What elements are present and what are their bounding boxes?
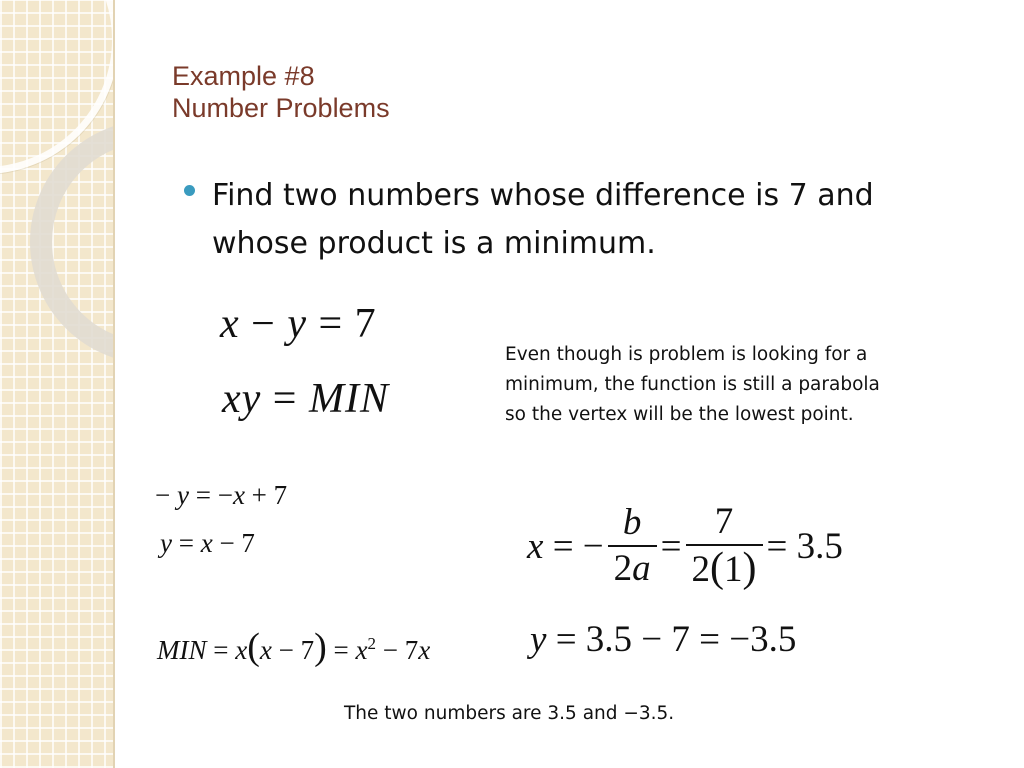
fraction-b-over-2a: $\frac{b}{2a}$	[608, 501, 657, 591]
equation-difference: x − y = 7	[220, 301, 377, 347]
slide-title	[172, 60, 390, 124]
equation-solve-step2: y = x − 7	[160, 528, 255, 558]
explanation-note: Even though is problem is looking for a minimum, the function is still a parabola so the vertex will be the lowest point.	[505, 344, 880, 425]
equation-vertex-x: x = − $\frac{b}{2a}$ = $\frac{7}{2(1)}$ = 3.5	[527, 501, 843, 591]
title-line-2: Number Problems	[172, 93, 390, 123]
bullet-icon	[184, 185, 195, 196]
equation-solve-step1: − y = −x + 7	[155, 480, 288, 510]
decorative-side-strip	[0, 0, 113, 768]
title-line-1: Example #8	[172, 61, 315, 91]
equation-product: xy = MIN	[222, 376, 389, 422]
conclusion-text: The two numbers are 3.5 and −3.5.	[344, 703, 675, 724]
bullet-text: Find two numbers whose difference is 7 and whose product is a minimum.	[212, 178, 874, 261]
equation-min-function: MIN = $x(x - 7) = x^2 - 7x$	[157, 626, 431, 668]
bullet-item	[184, 172, 944, 268]
fraction-7-over-2-1: $\frac{7}{2(1)}$	[686, 500, 763, 592]
equation-vertex-y: y = 3.5 − 7 = −3.5	[530, 619, 797, 660]
strip-divider	[113, 0, 115, 768]
